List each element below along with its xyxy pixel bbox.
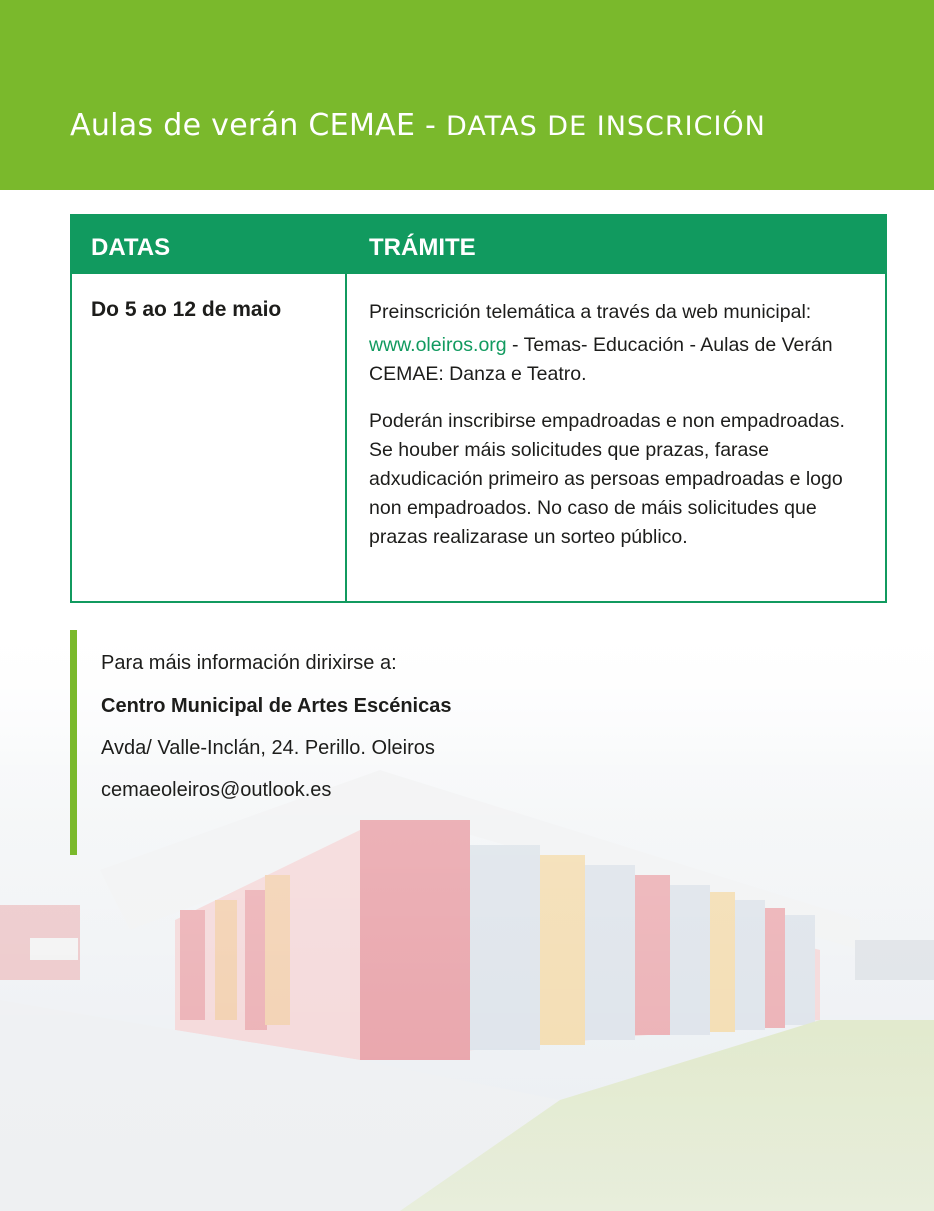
tramite-paragraph: Poderán inscribirse empadroadas e non empadroadas. Se houber máis solicitudes que prazas, farase adxudicación primeiro as persoas empadroadas e logo non empadroados. No caso de máis solicitudes que prazas realizarase un sorteo público. xyxy=(369,410,845,548)
info-lead: Para máis información dirixirse a: xyxy=(101,652,397,674)
web-path-text: - Temas- Educación - Aulas de Verán CEMAE: Danza e Teatro. xyxy=(369,334,833,385)
header-banner xyxy=(0,0,934,190)
info-email[interactable]: cemaeoleiros@outlook.es xyxy=(101,779,332,801)
info-address: Avda/ Valle-Inclán, 24. Perillo. Oleiros xyxy=(101,737,435,759)
header-tramite: TRÁMITE xyxy=(369,234,476,261)
info-box xyxy=(70,630,670,855)
header-datas: DATAS xyxy=(91,234,171,261)
info-accent-bar xyxy=(70,630,77,855)
title-mixed: Aulas de verán CEMAE - xyxy=(70,108,437,143)
info-centre: Centro Municipal de Artes Escénicas xyxy=(101,695,452,717)
tramite-intro: Preinscrición telemática a través da web municipal: xyxy=(369,301,812,323)
web-link[interactable]: www.oleiros.org xyxy=(369,334,507,356)
tramite-cell xyxy=(369,298,869,552)
dates-table xyxy=(70,214,887,603)
title-caps: DATAS DE INSCRICIÓN xyxy=(446,111,766,142)
table-header xyxy=(72,216,885,274)
page-title xyxy=(70,108,766,143)
date-cell: Do 5 ao 12 de maio xyxy=(91,298,282,321)
tramite-web-path xyxy=(369,331,869,389)
column-divider xyxy=(345,274,347,603)
